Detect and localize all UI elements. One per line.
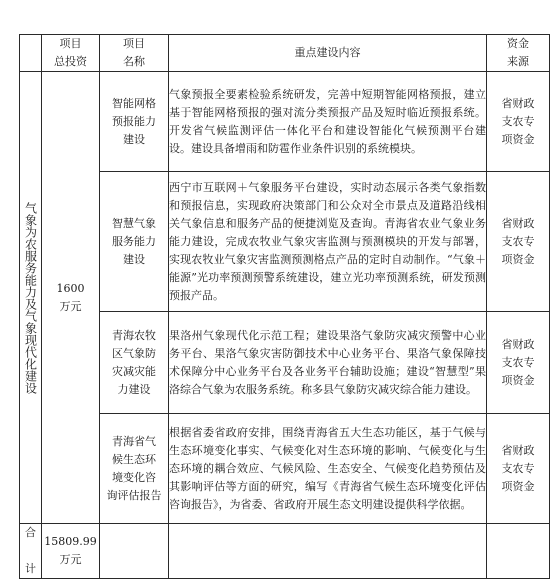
header-total-investment: 项目 总投资	[42, 35, 100, 72]
header-key-content: 重点建设内容	[169, 35, 487, 72]
project-content: 根据省委省政府安排，围绕青海省五大生态功能区，基于气候与生态环境变化事实、气候变化对生态环境的影响、气候变化与生态环境的耦合效应、气候风险、生态安全、气候变化趋势预估及其影响评估等方面的研究，编写《青海省气候生态环境变化评估咨询报告》，为省委、省政府开展生态文明建设提供科学依据。	[169, 414, 487, 524]
table-row	[20, 312, 550, 414]
header-blank-cell	[20, 35, 42, 72]
fund-source: 省财政 支农专 项资金	[487, 72, 550, 172]
table-row	[20, 72, 550, 172]
project-name: 青海省气 候生态环 境变化咨 询评估报告	[100, 414, 169, 524]
project-content: 气象预报全要素检验系统研发，完善中短期智能网格预报，建立基于智能网格预报的强对流分类预报产品及短时临近预报系统。开发省气候监测评估一体化平台和建设智能化气候预测平台建设。建设具备增雨和防雹作业条件识别的系统模块。	[169, 72, 487, 172]
project-name: 智能网格 预报能力 建设	[100, 72, 169, 172]
project-name: 青海农牧 区气象防 灾减灾能 力建设	[100, 312, 169, 414]
table-row	[20, 172, 550, 312]
total-name-cell	[100, 524, 169, 579]
total-content-cell	[169, 524, 487, 579]
total-row	[20, 524, 550, 579]
header-row	[20, 35, 550, 72]
group-investment: 1600 万元	[56, 281, 85, 313]
header-fund-source: 资金 来源	[487, 35, 550, 72]
investment-table	[19, 34, 550, 579]
project-name: 智慧气象 服务能力 建设	[100, 172, 169, 312]
project-content: 西宁市互联网＋气象服务平台建设，实时动态展示各类气象指数和预报信息，实现政府决策部门和公众对全市景点及道路沿线相关气象信息和服务产品的便捷浏览及查询。青海省农业气象业务能力建设，完成农牧业气象灾害监测与预测模块的开发与部署，实现农牧业气象灾害监测预测格点产品的定时自动制作。“气象＋能源”光功率预测预警系统建设，建立光功率预测系统，研发预测预报产品。	[169, 172, 487, 312]
header-project-name: 项目 名称	[100, 35, 169, 72]
total-value: 15809.99 万元	[42, 524, 100, 579]
fund-source: 省财政 支农专 项资金	[487, 414, 550, 524]
total-fund-cell	[487, 524, 550, 579]
fund-source: 省财政 支农专 项资金	[487, 172, 550, 312]
total-label: 合 计	[20, 524, 42, 579]
group-investment-cell	[42, 72, 100, 524]
group-label: 气象为农服务能力及气象现代化建设	[23, 201, 38, 394]
project-content: 果洛州气象现代化示范工程；建设果洛气象防灾减灾预警中心业务平台、果洛气象灾害防御技术中心业务平台、果洛气象保障技术保障分中心业务平台及各业务平台辅助设施；建设“智慧型”果洛综合气象为农服务系统。称多县气象防灾减灾综合能力建设。	[169, 312, 487, 414]
group-label-cell	[20, 72, 42, 524]
table-row	[20, 414, 550, 524]
fund-source: 省财政 支农专 项资金	[487, 312, 550, 414]
